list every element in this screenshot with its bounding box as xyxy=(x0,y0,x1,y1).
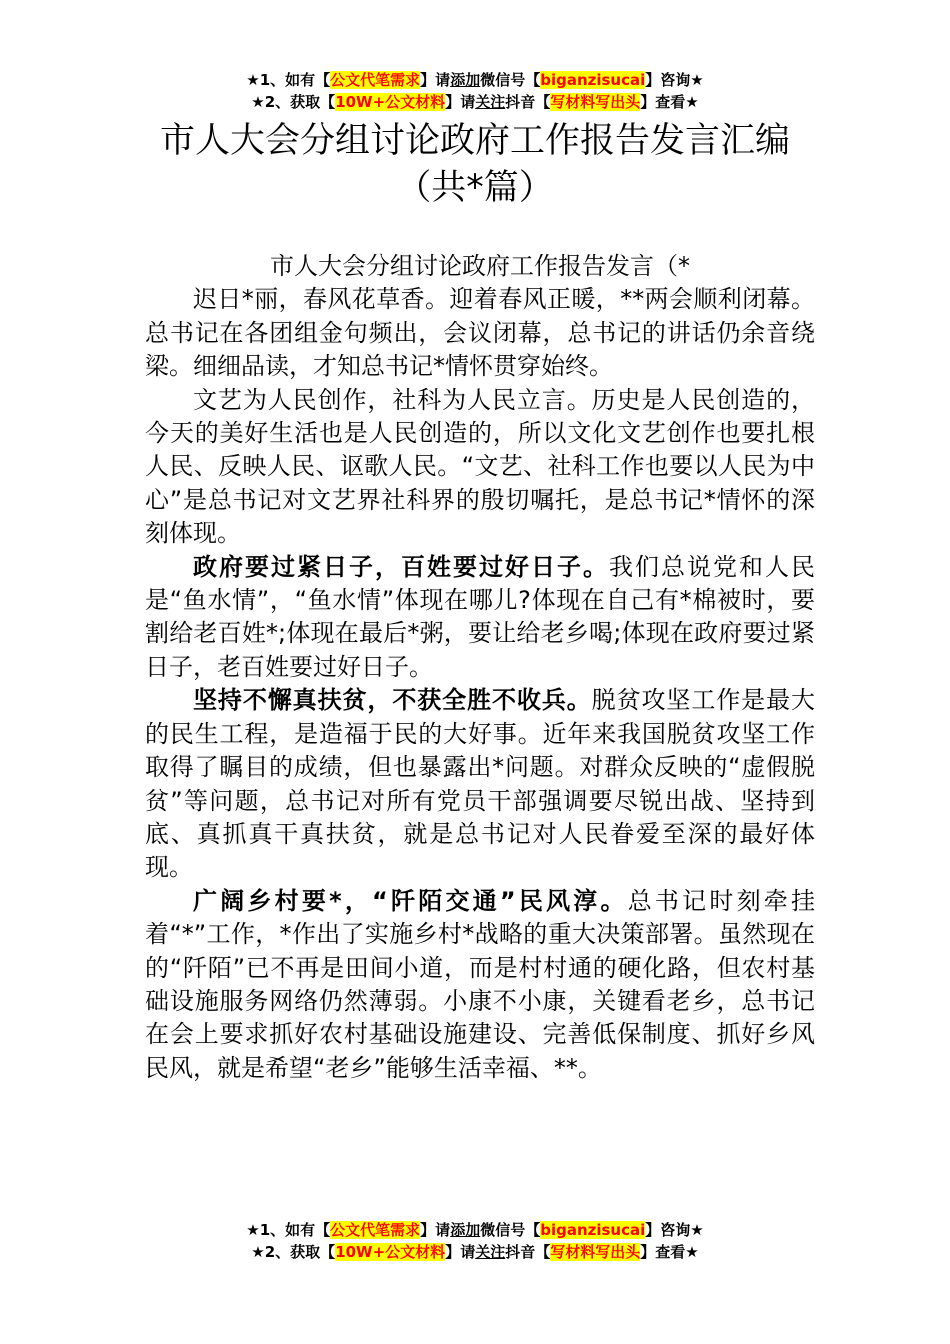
document-body xyxy=(145,250,815,1085)
paragraph: 坚持不懈真扶贫，不获全胜不收兵。脱贫攻坚工作是最大的民生工程，是造福于民的大好事。近年来我国脱贫攻坚工作取得了瞩目的成绩，但也暴露出*问题。对群众反映的“虚假脱贫”等问题，总书记对所有党员干部强调要尽锐出战、坚持到底、真抓真干真扶贫，就是总书记对人民眷爱至深的最好体现。 xyxy=(145,686,816,882)
document-title xyxy=(60,118,890,212)
promo-highlight-douyin: 写材料写出头 xyxy=(550,93,641,111)
paragraph: 文艺为人民创作，社科为人民立言。历史是人民创造的，今天的美好生活也是人民创造的，所以文化文艺创作也要扎根人民、反映人民、讴歌人民。“文艺、社科工作也要以人民为中心”是总书记对文艺界社科界的殷切嘱托，是总书记*情怀的深刻体现。 xyxy=(145,385,815,548)
title-line-1: 市人大会分组讨论政府工作报告发言汇编 xyxy=(159,121,790,161)
promo-highlight-wechat: biganzisucai xyxy=(540,71,646,89)
promo-line-1: ★1、如有【公文代笔需求】请添加微信号【biganzisucai】咨询★ xyxy=(246,71,704,89)
promo-highlight-materials: 10W+公文材料 xyxy=(335,93,446,111)
title-line-2: （共*篇） xyxy=(396,168,554,208)
paragraph-lead: 坚持不懈真扶贫，不获全胜不收兵。 xyxy=(193,686,592,715)
promo-highlight-douyin: 写材料写出头 xyxy=(550,1243,641,1261)
promo-highlight-wechat: biganzisucai xyxy=(540,1221,646,1239)
paragraph: 迟日*丽，春风花草香。迎着春风正暖，**两会顺利闭幕。总书记在各团组金句频出，会议闭幕，总书记的讲话仍余音绕梁。细细品读，才知总书记*情怀贯穿始终。 xyxy=(145,285,815,381)
promo-line-1: ★1、如有【公文代笔需求】请添加微信号【biganzisucai】咨询★ xyxy=(246,1221,704,1239)
paragraph: 政府要过紧日子，百姓要过好日子。我们总说党和人民是“鱼水情”，“鱼水情”体现在哪儿?体现在自己有*棉被时，要割给老百姓*;体现在最后*粥，要让给老乡喝;体现在政府要过紧日子，老百姓要过好日子。 xyxy=(145,552,815,681)
paragraph: 广阔乡村要*，“阡陌交通”民风淳。总书记时刻牵挂着“*”工作，*作出了实施乡村*战略的重大决策部署。虽然现在的“阡陌”已不再是田间小道，而是村村通的硬化路，但农村基础设施服务网络仍然薄弱。小康不小康，关键看老乡，总书记在会上要求抓好农村基础设施建设、完善低保制度、抓好乡风民风，就是希望“老乡”能够生活幸福、**。 xyxy=(145,886,815,1082)
promo-line-2: ★2、获取【10W+公文材料】请关注抖音【写材料写出头】查看★ xyxy=(251,93,699,111)
promo-footer xyxy=(0,1219,950,1263)
section-subtitle: 市人大会分组讨论政府工作报告发言（* xyxy=(270,252,690,280)
paragraph-lead: 政府要过紧日子，百姓要过好日子。 xyxy=(193,552,609,581)
paragraph-lead: 广阔乡村要*，“阡陌交通”民风淳。 xyxy=(193,886,628,915)
promo-highlight-materials: 10W+公文材料 xyxy=(335,1243,446,1261)
promo-header xyxy=(0,69,950,113)
promo-highlight-service: 公文代笔需求 xyxy=(330,1221,421,1239)
promo-line-2: ★2、获取【10W+公文材料】请关注抖音【写材料写出头】查看★ xyxy=(251,1243,699,1261)
promo-highlight-service: 公文代笔需求 xyxy=(330,71,421,89)
